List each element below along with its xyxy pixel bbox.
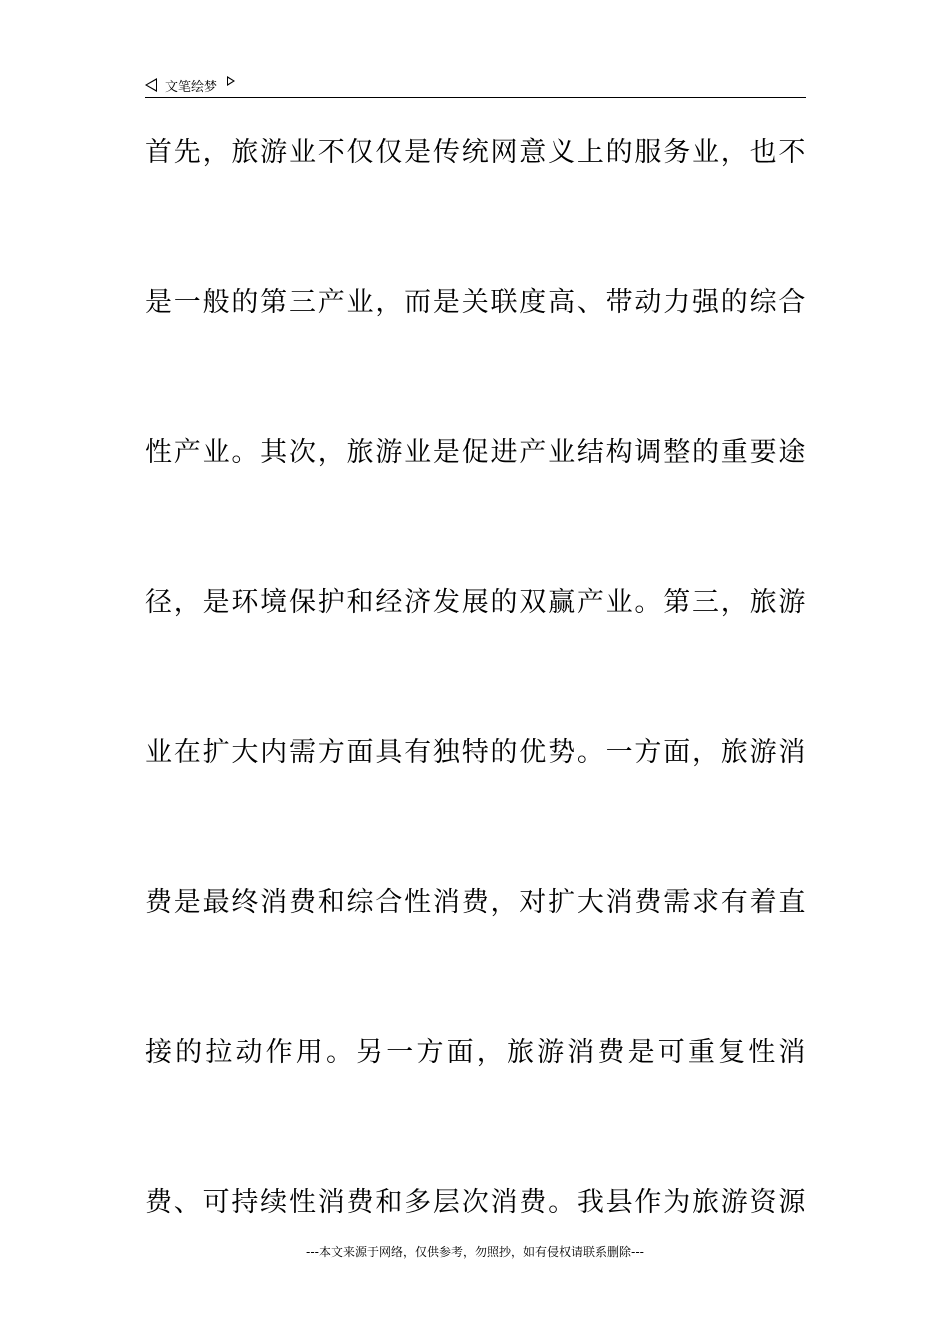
header-title: 文笔绘梦 [165, 79, 218, 95]
page-header [145, 74, 235, 96]
triangle-right-icon [227, 76, 235, 86]
text-line: 首先，旅游业不仅仅是传统网意义上的服务业，也不 [145, 137, 806, 168]
text-line: 费是最终消费和综合性消费，对扩大消费需求有着直 [145, 887, 806, 918]
page-footer: ---本文来源于网络，仅供参考，勿照抄，如有侵权请联系删除--- [306, 1245, 644, 1259]
triangle-left-icon [145, 78, 157, 92]
document-body [145, 128, 806, 1328]
text-line: 径，是环境保护和经济发展的双赢产业。第三，旅游 [145, 587, 806, 618]
header-divider [145, 97, 806, 98]
text-line: 性产业。其次，旅游业是促进产业结构调整的重要途 [145, 437, 806, 468]
text-line: 是一般的第三产业，而是关联度高、带动力强的综合 [145, 287, 806, 318]
text-line: 业在扩大内需方面具有独特的优势。一方面，旅游消 [145, 737, 806, 768]
text-line: 接的拉动作用。另一方面，旅游消费是可重复性消 [145, 1037, 806, 1068]
text-line: 费、可持续性消费和多层次消费。我县作为旅游资源 [145, 1187, 806, 1218]
